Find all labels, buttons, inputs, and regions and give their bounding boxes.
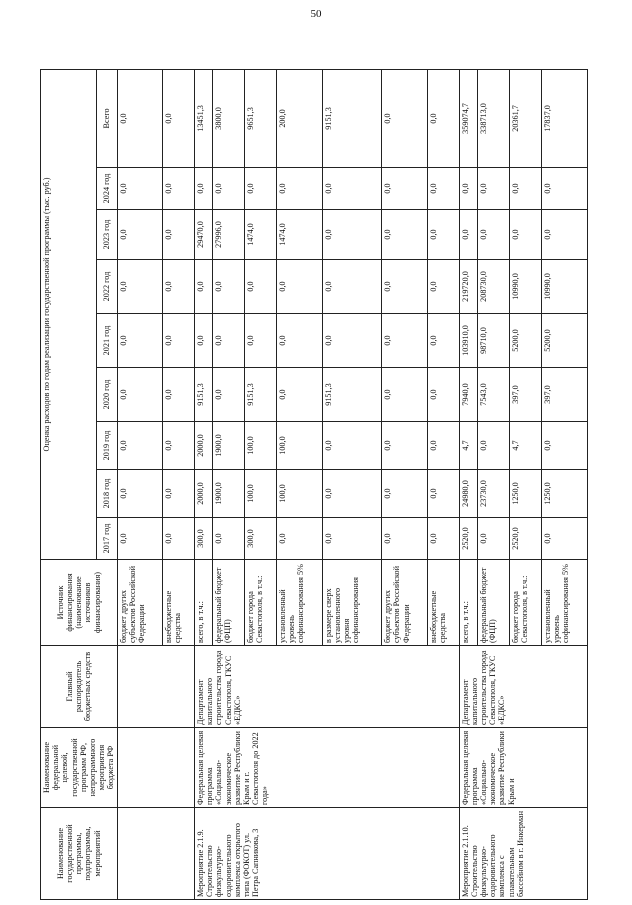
- value-cell: 0,0: [509, 168, 541, 210]
- value-cell: 0,0: [213, 260, 245, 314]
- value-cell: 7543,0: [477, 368, 509, 422]
- value-cell: 1474,0: [277, 210, 323, 260]
- table-body: [117, 69, 587, 899]
- value-cell: 0,0: [117, 168, 163, 210]
- value-cell: 100,0: [277, 422, 323, 470]
- source-cell: установленный уровень софинансирования 5%: [541, 560, 587, 646]
- source-cell: всего, в т.ч.:: [459, 560, 477, 646]
- value-cell: 5200,0: [509, 314, 541, 368]
- value-cell: 0,0: [541, 518, 587, 560]
- value-cell: 2000,0: [195, 422, 213, 470]
- value-cell: 0,0: [477, 210, 509, 260]
- value-cell: 0,0: [163, 518, 195, 560]
- value-cell: 13451,3: [195, 69, 213, 167]
- value-cell: 20361,7: [509, 69, 541, 167]
- program-cell-continued: [117, 728, 195, 808]
- value-cell: 0,0: [382, 422, 428, 470]
- year-header: 2023 год: [96, 210, 117, 260]
- source-cell: бюджет других субъектов Российской Федерации: [382, 560, 428, 646]
- value-cell: 0,0: [117, 470, 163, 518]
- source-cell: федеральный бюджет (ФЦП): [213, 560, 245, 646]
- value-cell: 0,0: [163, 210, 195, 260]
- value-cell: 29470,0: [195, 210, 213, 260]
- value-cell: 2000,0: [195, 470, 213, 518]
- value-cell: 100,0: [277, 470, 323, 518]
- value-cell: 300,0: [245, 518, 277, 560]
- value-cell: 0,0: [117, 422, 163, 470]
- value-cell: 3800,0: [213, 69, 245, 167]
- value-cell: 9151,3: [322, 368, 381, 422]
- value-cell: 397,0: [541, 368, 587, 422]
- source-cell: внебюджетные средства: [163, 560, 195, 646]
- value-cell: 0,0: [117, 368, 163, 422]
- value-cell: 0,0: [163, 314, 195, 368]
- federal-program: Федеральная целевая программа «Социально-экономическое развитие Республики Крым и г. Севастополя до 2022 года»: [195, 728, 460, 808]
- budget-manager: Департамент капитального строительства города Севастополя, ГКУС «ЕДКС»: [459, 646, 587, 728]
- value-cell: 103910,0: [459, 314, 477, 368]
- value-cell: 0,0: [382, 368, 428, 422]
- value-cell: 0,0: [322, 260, 381, 314]
- value-cell: 219720,0: [459, 260, 477, 314]
- value-cell: 0,0: [322, 210, 381, 260]
- value-cell: 0,0: [427, 470, 459, 518]
- value-cell: 0,0: [427, 168, 459, 210]
- value-cell: 0,0: [277, 518, 323, 560]
- source-cell: бюджет города Севастополя, в т.ч.:: [509, 560, 541, 646]
- value-cell: 1250,0: [509, 470, 541, 518]
- value-cell: 300,0: [195, 518, 213, 560]
- value-cell: 0,0: [163, 422, 195, 470]
- value-cell: 0,0: [277, 314, 323, 368]
- measure-name: Мероприятие 2.1.9. Строительство физкультурно-оздоровительного комплекса открытого типа (ФОКОТ) ул. Петра Сапникова, 3: [195, 808, 460, 900]
- value-cell: 0,0: [541, 210, 587, 260]
- federal-program: Федеральная целевая программа «Социально-экономическое развитие Республики Крым и: [459, 728, 587, 808]
- value-cell: 0,0: [459, 210, 477, 260]
- header-program-name: Наименование государственной программы, подпрограммы, мероприятий: [41, 808, 118, 900]
- value-cell: 0,0: [382, 518, 428, 560]
- header-estimate: Оценка расходов по годам реализации государственной программы (тыс. руб.): [41, 69, 97, 559]
- value-cell: 0,0: [322, 314, 381, 368]
- value-cell: 0,0: [213, 168, 245, 210]
- value-cell: 0,0: [541, 422, 587, 470]
- value-cell: 0,0: [245, 168, 277, 210]
- source-cell: внебюджетные средства: [427, 560, 459, 646]
- rotated-table-wrapper: [40, 70, 585, 900]
- value-cell: 0,0: [213, 314, 245, 368]
- name-cell-continued: [117, 808, 195, 900]
- header-budget-manager: Главный распорядитель бюджетных средств: [41, 646, 118, 728]
- value-cell: 397,0: [509, 368, 541, 422]
- page-number: 50: [310, 8, 322, 20]
- value-cell: 27996,0: [213, 210, 245, 260]
- value-cell: 0,0: [213, 368, 245, 422]
- manager-cell-continued: [117, 646, 195, 728]
- value-cell: 0,0: [382, 260, 428, 314]
- measure-name: Мероприятие 2.1.10. Строительство физкультурно-оздоровительного комплекса с плавательным бассейном в г. Инкерман: [459, 808, 587, 900]
- year-header: 2021 год: [96, 314, 117, 368]
- value-cell: 0,0: [459, 168, 477, 210]
- table-row: [117, 69, 163, 899]
- value-cell: 0,0: [322, 168, 381, 210]
- value-cell: 0,0: [509, 210, 541, 260]
- value-cell: 0,0: [163, 368, 195, 422]
- rotated-table-canvas: [40, 70, 585, 900]
- value-cell: 0,0: [322, 422, 381, 470]
- source-cell: всего, в т.ч.:: [195, 560, 213, 646]
- value-cell: 359074,7: [459, 69, 477, 167]
- value-cell: 17837,0: [541, 69, 587, 167]
- year-header: 2024 год: [96, 168, 117, 210]
- value-cell: 0,0: [277, 260, 323, 314]
- value-cell: 0,0: [427, 314, 459, 368]
- value-cell: 0,0: [322, 470, 381, 518]
- value-cell: 0,0: [163, 470, 195, 518]
- value-cell: 10990,0: [541, 260, 587, 314]
- value-cell: 0,0: [477, 518, 509, 560]
- value-cell: 9151,3: [195, 368, 213, 422]
- value-cell: 0,0: [163, 260, 195, 314]
- value-cell: 2520,0: [459, 518, 477, 560]
- budget-manager: Департамент капитального строительства города Севастополя, ГКУС «ЕДКС»: [195, 646, 460, 728]
- source-cell: бюджет других субъектов Российской Федерации: [117, 560, 163, 646]
- source-cell: федеральный бюджет (ФЦП): [477, 560, 509, 646]
- value-cell: 7940,0: [459, 368, 477, 422]
- year-header: 2022 год: [96, 260, 117, 314]
- year-header: Всего: [96, 69, 117, 167]
- value-cell: 9651,3: [245, 69, 277, 167]
- source-cell: в размере сверх установленного уровня софинансирования: [322, 560, 381, 646]
- value-cell: 0,0: [427, 260, 459, 314]
- table-row: [459, 69, 477, 899]
- value-cell: 208730,0: [477, 260, 509, 314]
- value-cell: 10990,0: [509, 260, 541, 314]
- year-header: 2017 год: [96, 518, 117, 560]
- value-cell: 0,0: [277, 368, 323, 422]
- value-cell: 1900,0: [213, 422, 245, 470]
- value-cell: 0,0: [117, 69, 163, 167]
- value-cell: 24980,0: [459, 470, 477, 518]
- value-cell: 0,0: [213, 518, 245, 560]
- source-cell: бюджет города Севастополя, в т.ч.:: [245, 560, 277, 646]
- value-cell: 0,0: [382, 210, 428, 260]
- value-cell: 0,0: [382, 470, 428, 518]
- value-cell: 0,0: [427, 210, 459, 260]
- value-cell: 200,0: [277, 69, 323, 167]
- value-cell: 0,0: [195, 168, 213, 210]
- value-cell: 0,0: [117, 260, 163, 314]
- value-cell: 338713,0: [477, 69, 509, 167]
- value-cell: 0,0: [245, 314, 277, 368]
- value-cell: 100,0: [245, 470, 277, 518]
- value-cell: 0,0: [195, 260, 213, 314]
- value-cell: 0,0: [477, 422, 509, 470]
- expenditure-table: [40, 69, 588, 900]
- value-cell: 98710,0: [477, 314, 509, 368]
- value-cell: 0,0: [322, 518, 381, 560]
- year-header: 2019 год: [96, 422, 117, 470]
- header-funding-source: Источник финансирования (наименование источников финансирования): [41, 560, 118, 646]
- value-cell: 0,0: [427, 518, 459, 560]
- value-cell: 0,0: [382, 69, 428, 167]
- value-cell: 4,7: [459, 422, 477, 470]
- value-cell: 0,0: [117, 314, 163, 368]
- value-cell: 5200,0: [541, 314, 587, 368]
- value-cell: 0,0: [382, 314, 428, 368]
- value-cell: 9151,3: [245, 368, 277, 422]
- year-header: 2020 год: [96, 368, 117, 422]
- value-cell: 1474,0: [245, 210, 277, 260]
- value-cell: 0,0: [163, 168, 195, 210]
- value-cell: 2520,0: [509, 518, 541, 560]
- table-row: [195, 69, 213, 899]
- value-cell: 0,0: [427, 368, 459, 422]
- value-cell: 0,0: [117, 518, 163, 560]
- header-federal-program: Наименование федеральной целевой, государственной программ РФ, непрограммного мероприятия бюджета РФ: [41, 728, 118, 808]
- value-cell: 0,0: [245, 260, 277, 314]
- source-cell: установленный уровень софинансирования 5%: [277, 560, 323, 646]
- value-cell: 0,0: [163, 69, 195, 167]
- value-cell: 100,0: [245, 422, 277, 470]
- value-cell: 0,0: [195, 314, 213, 368]
- value-cell: 0,0: [427, 69, 459, 167]
- value-cell: 23730,0: [477, 470, 509, 518]
- value-cell: 0,0: [117, 210, 163, 260]
- value-cell: 0,0: [277, 168, 323, 210]
- value-cell: 0,0: [427, 422, 459, 470]
- value-cell: 1250,0: [541, 470, 587, 518]
- value-cell: 4,7: [509, 422, 541, 470]
- value-cell: 0,0: [541, 168, 587, 210]
- value-cell: 9151,3: [322, 69, 381, 167]
- value-cell: 0,0: [382, 168, 428, 210]
- value-cell: 0,0: [477, 168, 509, 210]
- value-cell: 1900,0: [213, 470, 245, 518]
- year-header: 2018 год: [96, 470, 117, 518]
